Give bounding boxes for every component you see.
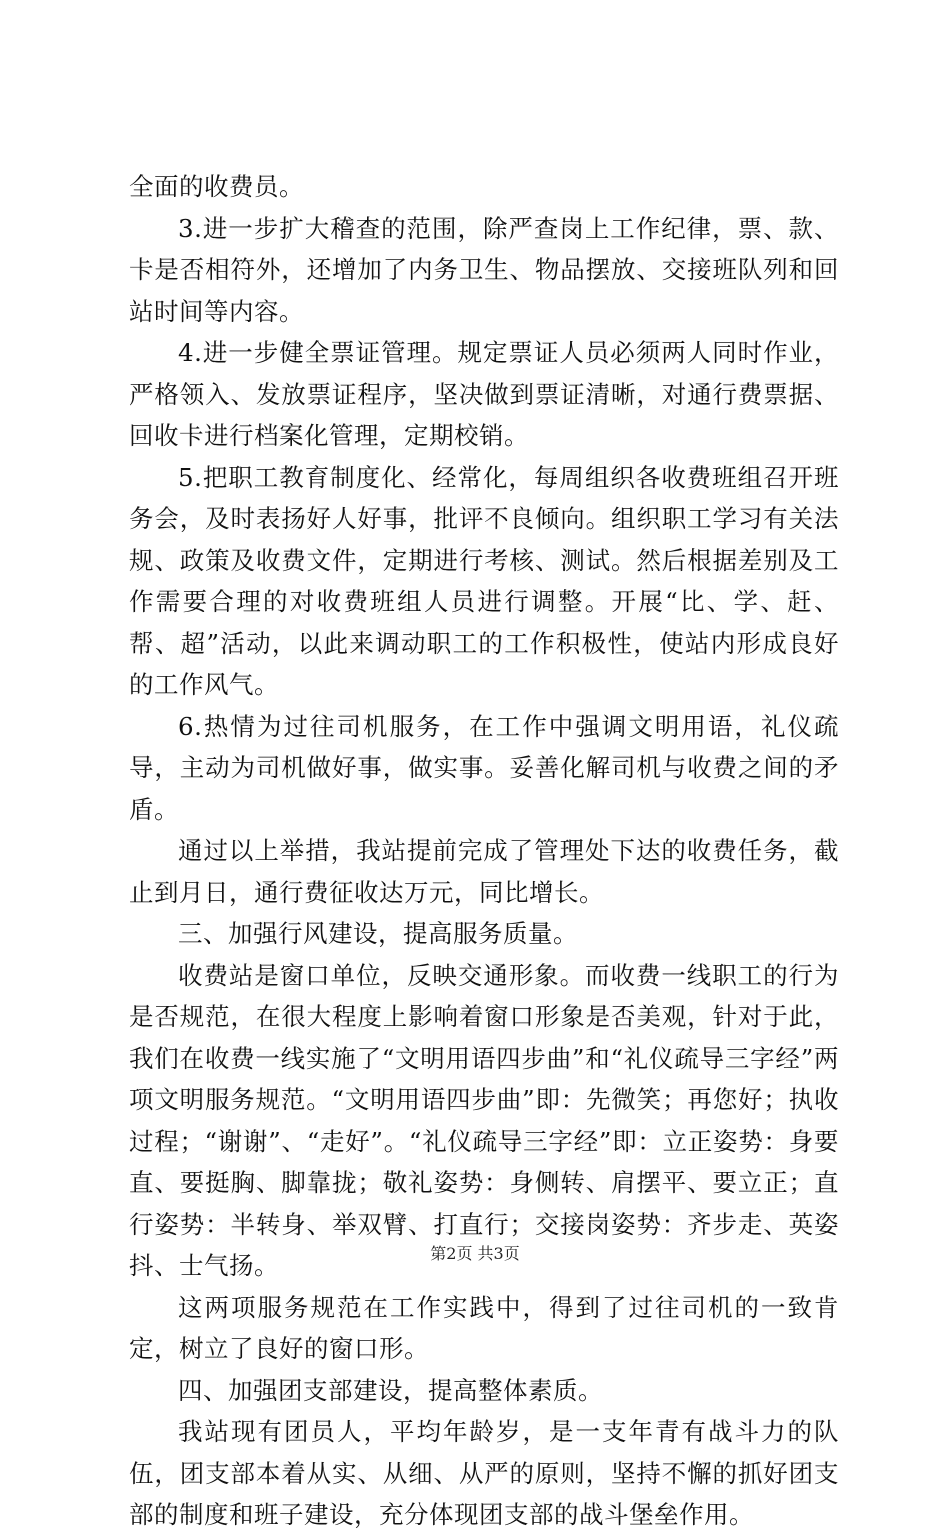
- paragraph: 这两项服务规范在工作实践中，得到了过往司机的一致肯定，树立了良好的窗口形。: [129, 1292, 839, 1363]
- section-heading: 三、加强行风建设，提高服务质量。: [178, 919, 578, 948]
- paragraph: 4.进一步健全票证管理。规定票证人员必须两人同时作业，严格领入、发放票证程序，坚决做到票证清晰，对通行费票据、回收卡进行档案化管理，定期校销。: [129, 338, 839, 450]
- paragraph: 全面的收费员。: [129, 172, 304, 201]
- paragraph: 6.热情为过往司机服务，在工作中强调文明用语，礼仪疏导，主动为司机做好事，做实事。妥善化解司机与收费之间的矛盾。: [129, 711, 839, 824]
- paragraph: 通过以上举措，我站提前完成了管理处下达的收费任务，截止到月日，通行费征收达万元，同比增长。: [129, 836, 839, 907]
- page-footer: 第2页 共3页: [430, 1244, 520, 1263]
- paragraph: 5.把职工教育制度化、经常化，每周组织各收费班组召开班务会，及时表扬好人好事，批评不良倾向。组织职工学习有关法规、政策及收费文件，定期进行考核、测试。然后根据差别及工作需要合理的对收费班组人员进行调整。开展“比、学、赶、帮、超”活动，以此来调动职工的工作积极性，使站内形成良好的工作风气。: [129, 462, 839, 699]
- paragraph: 3.进一步扩大稽查的范围，除严查岗上工作纪律，票、款、卡是否相符外，还增加了内务卫生、物品摆放、交接班队列和回站时间等内容。: [129, 213, 839, 326]
- paragraph: 我站现有团员人，平均年龄岁，是一支年青有战斗力的队伍，团支部本着从实、从细、从严的原则，坚持不懈的抓好团支部的制度和班子建设，充分体现团支部的战斗堡垒作用。: [129, 1417, 839, 1529]
- section-heading: 四、加强团支部建设，提高整体素质。: [178, 1375, 603, 1405]
- document-body: [129, 166, 839, 1536]
- paragraph: 收费站是窗口单位，反映交通形象。而收费一线职工的行为是否规范，在很大程度上影响着窗口形象是否美观，针对于此，我们在收费一线实施了“文明用语四步曲”和“礼仪疏导三字经”两项文明服务规范。“文明用语四步曲”即：先微笑；再您好；执收过程；“谢谢”、“走好”。“礼仪疏导三字经”即：立正姿势：身要直、要挺胸、脚靠拢；敬礼姿势：身侧转、肩摆平、要立正；直行姿势：半转身、举双臂、打直行；交接岗姿势：齐步走、英姿抖、士气扬。: [129, 960, 839, 1280]
